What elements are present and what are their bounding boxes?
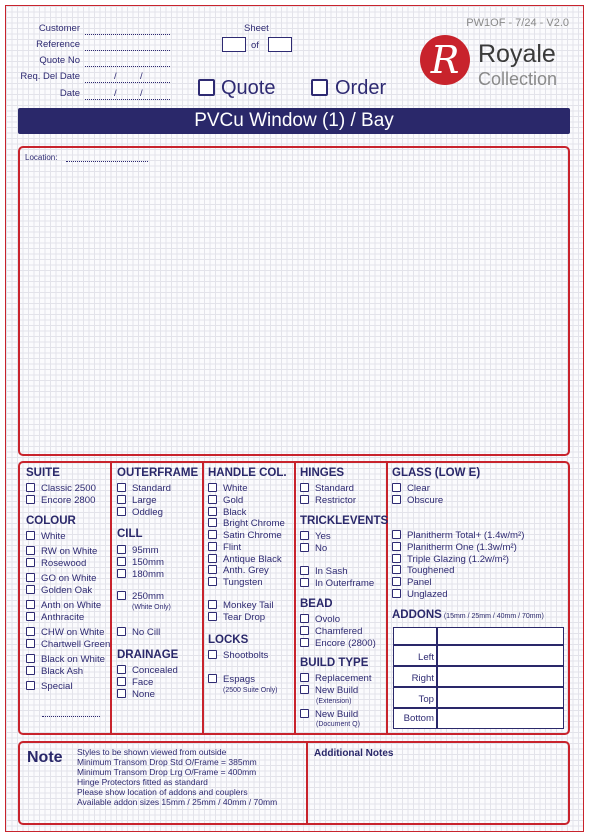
addon-row-label: Bottom [403, 713, 434, 724]
hinges-option[interactable]: Standard [300, 483, 354, 494]
notes-divider [306, 742, 308, 824]
glass-option[interactable]: Panel [392, 577, 432, 588]
checkbox[interactable] [26, 546, 35, 555]
handle-option[interactable]: Monkey Tail [208, 600, 273, 611]
grid-line [394, 665, 563, 667]
document-code: PW1OF - 7/24 - V2.0 [466, 17, 569, 29]
checkbox[interactable] [26, 627, 35, 636]
checkbox[interactable] [300, 483, 309, 492]
glass-option[interactable]: Toughened [392, 565, 454, 576]
page-title: PVCu Window (1) / Bay [18, 108, 570, 134]
addon-row-label: Left [417, 652, 434, 663]
note-line: Minimum Transom Drop Lrg O/Frame = 400mm [77, 767, 257, 777]
date-field[interactable] [85, 99, 170, 100]
checkbox[interactable] [300, 638, 309, 647]
drainage-option[interactable]: Face [117, 677, 153, 688]
date-slash: / [114, 88, 117, 99]
cill-heading: CILL [117, 528, 143, 540]
tricklevents-option[interactable]: In Sash [300, 566, 348, 577]
outerframe-option[interactable]: Oddleg [117, 507, 163, 518]
checkbox[interactable] [208, 483, 217, 492]
locks-option[interactable]: Shootbolts [208, 650, 268, 661]
customer-field[interactable] [85, 34, 170, 35]
handle-option[interactable]: Tungsten [208, 577, 263, 588]
drainage-heading: DRAINAGE [117, 649, 179, 661]
order-checkbox[interactable] [311, 79, 328, 96]
checkbox[interactable] [392, 530, 401, 539]
checkbox[interactable] [300, 685, 309, 694]
build-type-note: (Extension) [316, 698, 352, 705]
locks-note: (2500 Suite Only) [223, 687, 278, 694]
checkbox[interactable] [26, 483, 35, 492]
suite-option[interactable]: Classic 2500 [26, 483, 96, 494]
colour-option[interactable]: GO on White [26, 573, 96, 584]
quote-no-field[interactable] [85, 66, 170, 67]
colour-option[interactable]: Anthracite [26, 612, 84, 623]
note-line: Minimum Transom Drop Std O/Frame = 385mm [77, 757, 257, 767]
note-line: Available addon sizes 15mm / 25mm / 40mm / 70mm [77, 797, 278, 807]
logo-sub: Collection [478, 69, 558, 89]
checkbox[interactable] [26, 558, 35, 567]
handle-option[interactable]: White [208, 483, 248, 494]
handle-option[interactable]: Black [208, 507, 246, 518]
grid-line [394, 707, 563, 709]
checkbox[interactable] [117, 677, 126, 686]
checkbox[interactable] [208, 495, 217, 504]
date-slash: / [140, 71, 143, 82]
checkbox[interactable] [300, 626, 309, 635]
cill-note: (White Only) [132, 604, 171, 611]
suite-option[interactable]: Encore 2800 [26, 495, 95, 506]
outerframe-heading: OUTERFRAME [117, 467, 199, 479]
royale-logo-icon [420, 35, 470, 85]
sheet-total-box[interactable] [268, 37, 292, 52]
additional-notes-label: Additional Notes [314, 748, 394, 759]
checkbox[interactable] [117, 495, 126, 504]
checkbox[interactable] [300, 566, 309, 575]
colour-option[interactable]: Rosewood [26, 558, 86, 569]
handle-option[interactable]: Flint [208, 542, 241, 553]
handle-option[interactable]: Anth. Grey [208, 565, 269, 576]
checkbox[interactable] [208, 554, 217, 563]
suite-heading: SUITE [26, 467, 60, 479]
column-divider [294, 462, 296, 734]
checkbox[interactable] [208, 650, 217, 659]
sheet-number-box[interactable] [222, 37, 246, 52]
checkbox[interactable] [392, 483, 401, 492]
checkbox[interactable] [392, 577, 401, 586]
logo-brand: Royale [478, 40, 556, 68]
logo-letter: R [430, 38, 460, 82]
addon-row-label: Top [418, 694, 434, 705]
addons-sizes: (15mm / 25mm / 40mm / 70mm) [443, 613, 544, 620]
checkbox[interactable] [208, 542, 217, 551]
tricklevents-option[interactable]: In Outerframe [300, 578, 374, 589]
glass-option[interactable]: Planitherm One (1.3w/m²) [392, 542, 517, 553]
checkbox[interactable] [117, 665, 126, 674]
addons-heading: ADDONS (15mm / 25mm / 40mm / 70mm) [392, 609, 544, 621]
tricklevents-option[interactable]: Yes [300, 531, 331, 542]
quote-label: Quote [221, 77, 276, 99]
tricklevents-option[interactable]: No [300, 543, 327, 554]
build-type-heading: BUILD TYPE [300, 657, 369, 669]
glass-option[interactable]: Planitherm Total+ (1.4w/m²) [392, 530, 524, 541]
special-colour-field[interactable] [42, 716, 100, 717]
column-divider [202, 462, 204, 734]
date-label: Date [59, 88, 80, 99]
build-type-option[interactable]: New Build [300, 685, 358, 696]
reference-label: Reference [36, 39, 80, 50]
location-field[interactable] [66, 161, 148, 162]
checkbox[interactable] [208, 577, 217, 586]
colour-heading: COLOUR [26, 515, 76, 527]
date-slash: / [140, 88, 143, 99]
column-divider [386, 462, 388, 734]
quote-no-label: Quote No [39, 55, 80, 66]
grid-line [436, 628, 438, 728]
cill-option[interactable]: 180mm [117, 569, 164, 580]
column-divider [110, 462, 112, 734]
checkbox[interactable] [300, 495, 309, 504]
checkbox[interactable] [208, 612, 217, 621]
addons-table [393, 627, 564, 729]
glass-option[interactable]: Triple Glazing (1.2w/m²) [392, 554, 509, 565]
glass-option[interactable]: Clear [392, 483, 430, 494]
checkbox[interactable] [300, 673, 309, 682]
checkbox[interactable] [392, 554, 401, 563]
colour-option[interactable]: Golden Oak [26, 585, 92, 596]
checkbox[interactable] [26, 600, 35, 609]
checkbox[interactable] [392, 495, 401, 504]
build-type-option[interactable]: New Build [300, 709, 358, 720]
note-line: Styles to be shown viewed from outside [77, 747, 227, 757]
checkbox[interactable] [208, 674, 217, 683]
of-label: of [251, 40, 259, 51]
colour-option[interactable]: RW on White [26, 546, 97, 557]
checkbox[interactable] [117, 689, 126, 698]
checkbox[interactable] [26, 666, 35, 675]
addon-row-label: Right [411, 673, 434, 684]
hinges-heading: HINGES [300, 467, 345, 479]
req-del-date-field[interactable] [85, 82, 170, 83]
checkbox[interactable] [26, 531, 35, 540]
hinges-option[interactable]: Restrictor [300, 495, 356, 506]
colour-option[interactable]: Black on White [26, 654, 105, 665]
checkbox[interactable] [117, 627, 126, 636]
drainage-option[interactable]: None [117, 689, 155, 700]
checkbox[interactable] [300, 614, 309, 623]
note-text [77, 747, 277, 807]
cill-option[interactable]: 250mm [117, 591, 164, 602]
note-line: Please show location of addons and couplers [77, 787, 248, 797]
handle-option[interactable]: Tear Drop [208, 612, 265, 623]
checkbox[interactable] [392, 589, 401, 598]
location-label: Location: [25, 153, 58, 162]
locks-option[interactable]: Espags [208, 674, 255, 685]
handle-col-heading: HANDLE COL. [208, 467, 287, 479]
checkbox[interactable] [208, 518, 217, 527]
checkbox[interactable] [300, 709, 309, 718]
handle-option[interactable]: Antique Black [208, 554, 282, 565]
cill-option[interactable]: No Cill [117, 627, 160, 638]
checkbox[interactable] [26, 639, 35, 648]
outerframe-option[interactable]: Large [117, 495, 157, 506]
handle-option[interactable]: Satin Chrome [208, 530, 282, 541]
date-slash: / [114, 71, 117, 82]
drawing-area[interactable] [18, 146, 570, 456]
checkbox[interactable] [300, 531, 309, 540]
colour-option[interactable]: Black Ash [26, 666, 83, 677]
build-type-option[interactable]: Replacement [300, 673, 372, 684]
checkbox[interactable] [300, 543, 309, 552]
checkbox[interactable] [208, 530, 217, 539]
handle-option[interactable]: Gold [208, 495, 243, 506]
drainage-option[interactable]: Concealed [117, 665, 178, 676]
quote-checkbox[interactable] [198, 79, 215, 96]
colour-option[interactable]: Special [26, 681, 72, 692]
build-type-note: (Document Q) [316, 721, 360, 728]
checkbox[interactable] [392, 542, 401, 551]
checkbox[interactable] [300, 578, 309, 587]
bead-option[interactable]: Encore (2800) [300, 638, 376, 649]
checkbox[interactable] [117, 545, 126, 554]
tricklevents-heading: TRICKLEVENTS [300, 515, 389, 527]
checkbox[interactable] [208, 507, 217, 516]
locks-heading: LOCKS [208, 634, 249, 646]
colour-option[interactable]: White [26, 531, 66, 542]
checkbox[interactable] [117, 557, 126, 566]
glass-option[interactable]: Unglazed [392, 589, 448, 600]
colour-option[interactable]: Chartwell Green [26, 639, 110, 650]
bead-heading: BEAD [300, 598, 333, 610]
colour-option[interactable]: Anth on White [26, 600, 101, 611]
bead-option[interactable]: Ovolo [300, 614, 340, 625]
checkbox[interactable] [26, 654, 35, 663]
note-title: Note [27, 749, 63, 766]
checkbox[interactable] [208, 565, 217, 574]
checkbox[interactable] [117, 569, 126, 578]
reference-field[interactable] [85, 50, 170, 51]
checkbox[interactable] [26, 585, 35, 594]
checkbox[interactable] [117, 507, 126, 516]
grid-line [394, 644, 563, 646]
handle-option[interactable]: Bright Chrome [208, 518, 285, 529]
glass-option[interactable]: Obscure [392, 495, 443, 506]
checkbox[interactable] [26, 612, 35, 621]
checkbox[interactable] [392, 565, 401, 574]
customer-label: Customer [38, 23, 80, 34]
sheet-label: Sheet [244, 23, 269, 34]
glass-heading: GLASS (LOW E) [392, 467, 481, 479]
grid-line [394, 686, 563, 688]
checkbox[interactable] [26, 681, 35, 690]
checkbox[interactable] [26, 495, 35, 504]
cill-option[interactable]: 150mm [117, 557, 164, 568]
checkbox[interactable] [208, 600, 217, 609]
checkbox[interactable] [26, 573, 35, 582]
outerframe-option[interactable]: Standard [117, 483, 171, 494]
checkbox[interactable] [117, 591, 126, 600]
checkbox[interactable] [117, 483, 126, 492]
bead-option[interactable]: Chamfered [300, 626, 362, 637]
colour-option[interactable]: CHW on White [26, 627, 104, 638]
cill-option[interactable]: 95mm [117, 545, 159, 556]
order-label: Order [335, 77, 387, 99]
req-del-date-label: Req. Del Date [20, 71, 80, 82]
note-line: Hinge Protectors fitted as standard [77, 777, 208, 787]
